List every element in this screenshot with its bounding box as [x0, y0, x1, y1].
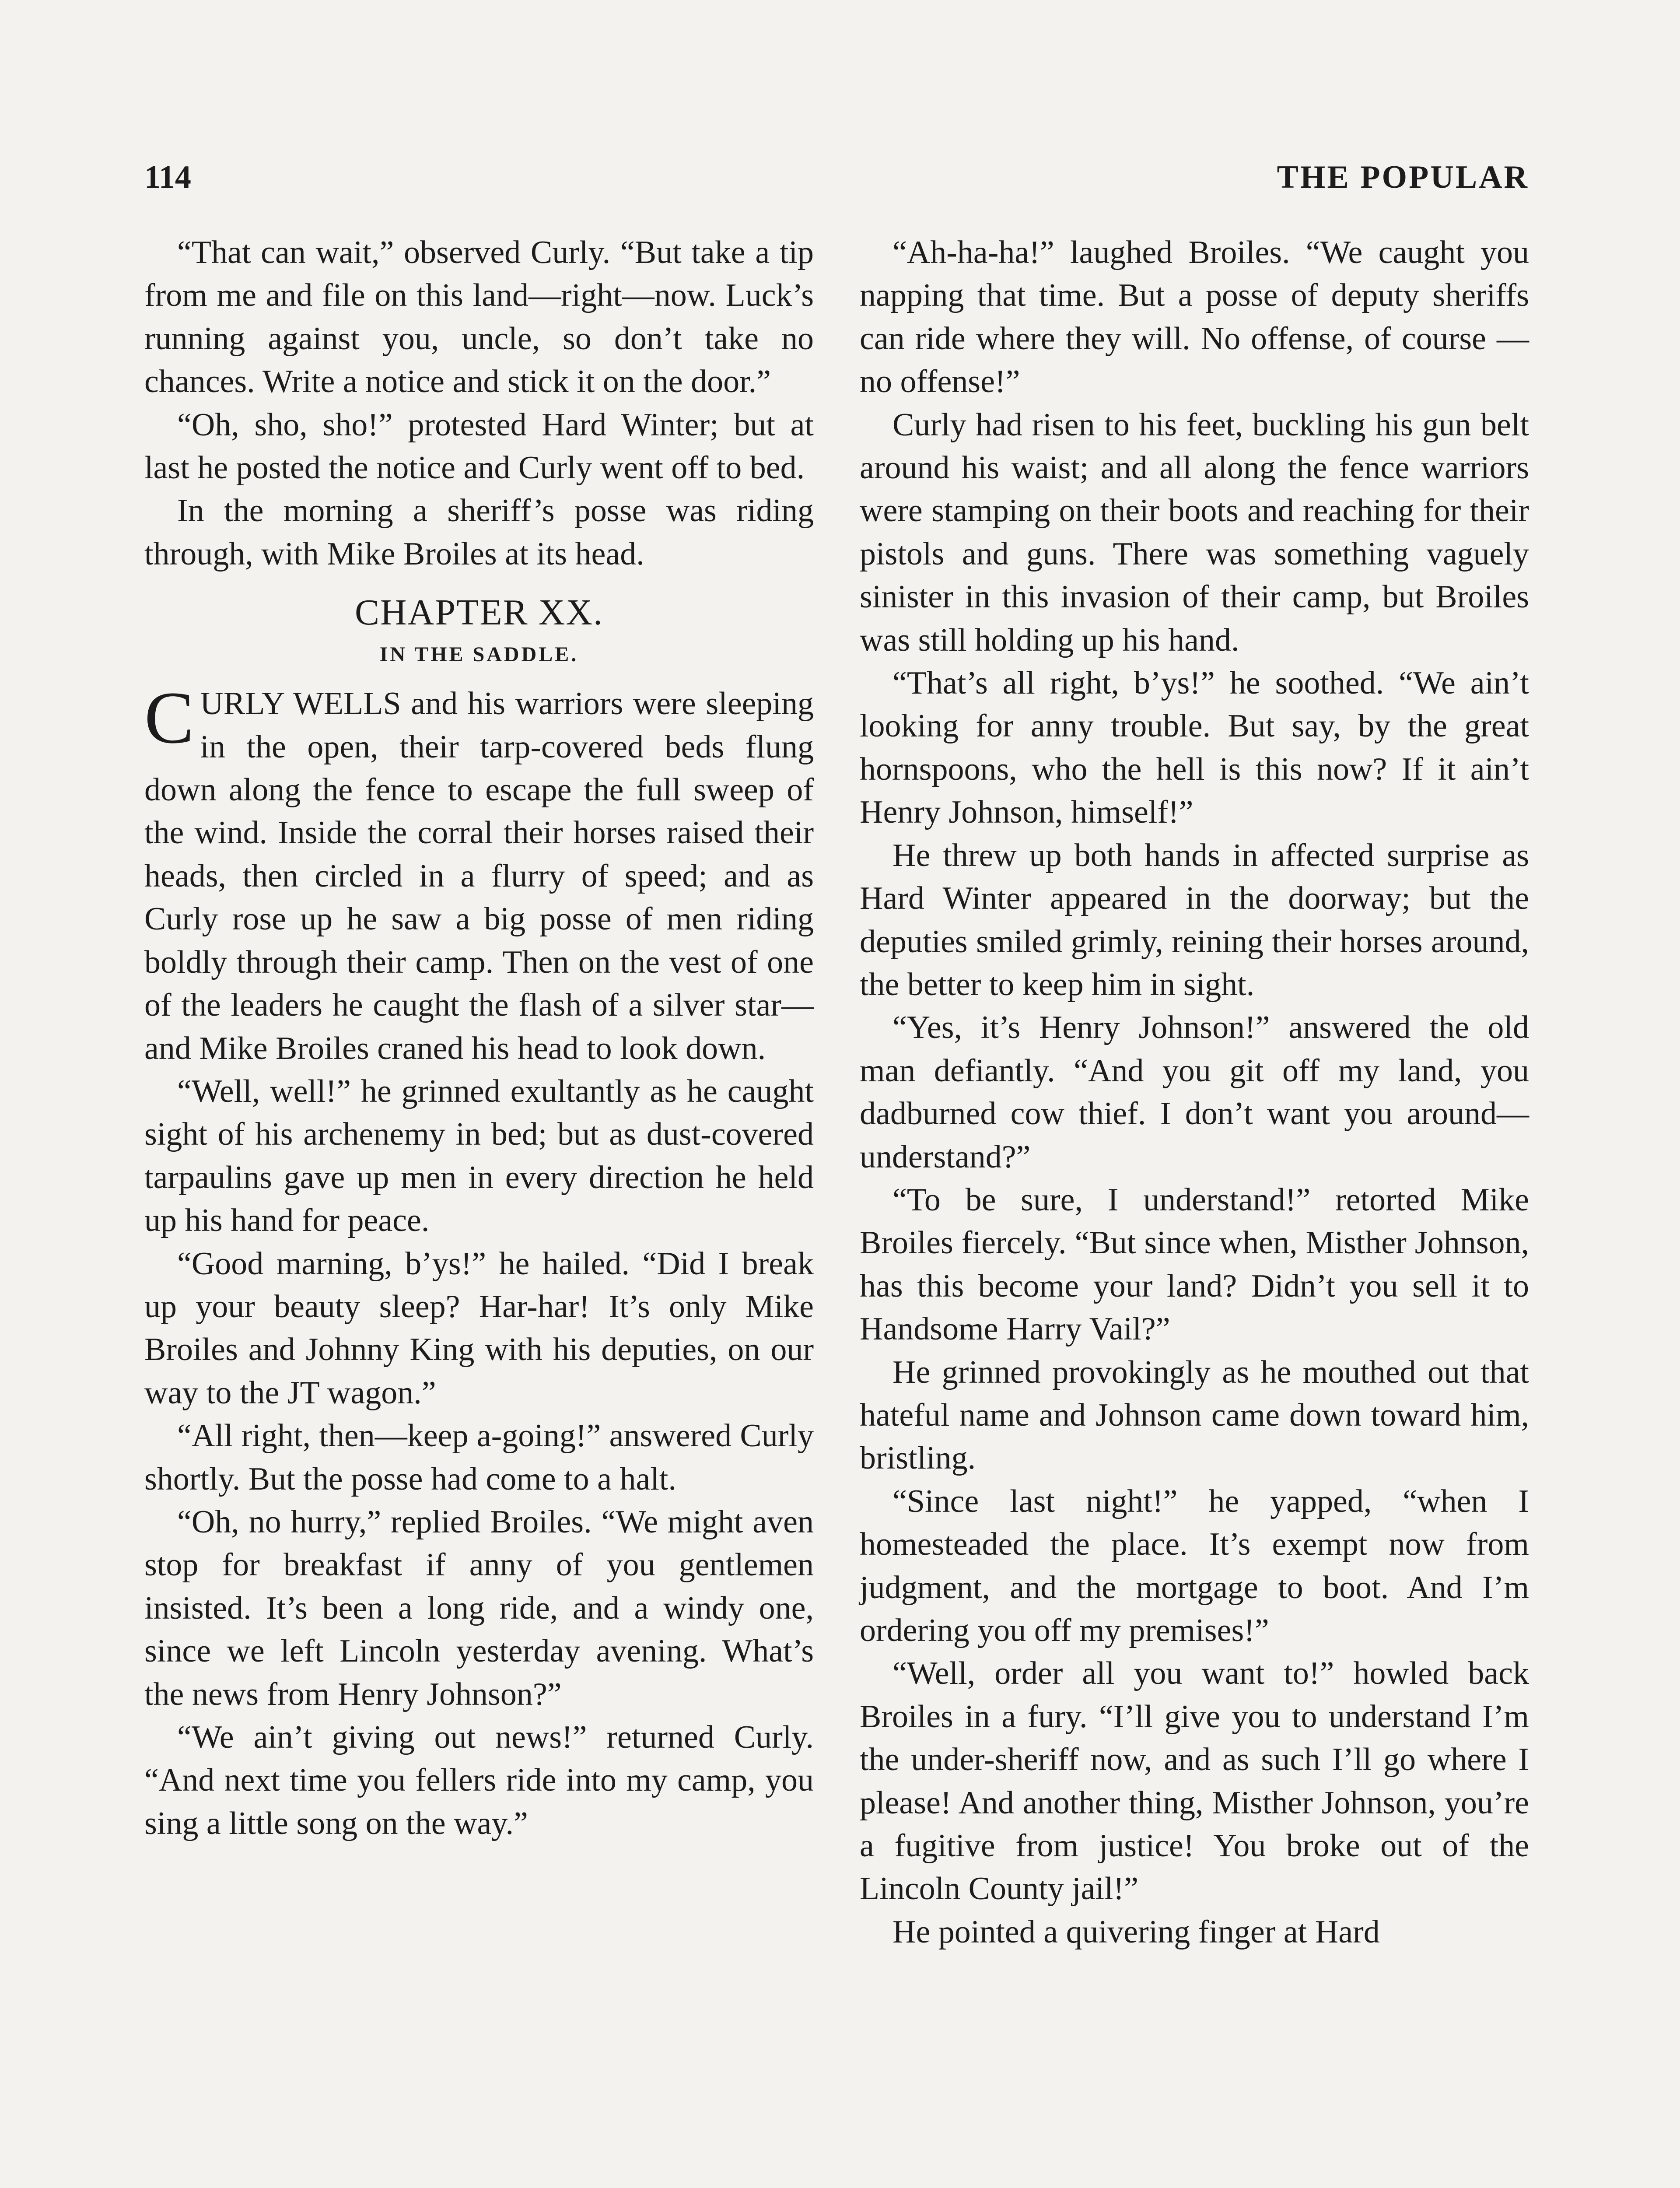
paragraph: “Yes, it’s Henry Johnson!” answered the old man defiantly. “And you git off my land, you dadburned cow thief. I don’t want you around—understand?” [860, 1010, 1529, 1175]
paragraph: “Oh, sho, sho!” protested Hard Winter; but at last he posted the notice and Curly went off to bed. [144, 407, 814, 486]
paragraph: “Oh, no hurry,” replied Broiles. “We might aven stop for breakfast if anny of you gentlemen insisted. It’s been a long ride, and a windy one, since we left Lincoln yesterday avening. What’s the news from Henry Johnson?” [144, 1504, 814, 1712]
page-number: 114 [144, 159, 191, 195]
paragraph: “To be sure, I understand!” retorted Mike Broiles fiercely. “But since when, Misther Johnson, has this become your land? Didn’t you sell it to Handsome Harry Vail?” [860, 1182, 1529, 1347]
paragraph: “Good marning, b’ys!” he hailed. “Did I break up your beauty sleep? Har-har! It’s only Mike Broiles and Johnny King with his deputies, on our way to the JT wagon.” [144, 1245, 814, 1411]
paragraph: “We ain’t giving out news!” returned Curly. “And next time you fellers ride into my camp, you sing a little song on the way.” [144, 1719, 814, 1841]
left-column [144, 231, 814, 1845]
chapter-subtitle: IN THE SADDLE. [379, 643, 579, 666]
paragraph: “All right, then—keep a-going!” answered Curly shortly. But the posse had come to a halt. [144, 1418, 814, 1497]
paragraph: “That’s all right, b’ys!” he soothed. “We ain’t looking for anny trouble. But say, by the great hornspoons, who the hell is this now? If it ain’t Henry Johnson, himself!” [860, 665, 1529, 831]
paragraph: Curly had risen to his feet, buckling his gun belt around his waist; and all along the fence warriors were stamping on their boots and reaching for their pistols and guns. There was something vaguely sinister in this invasion of their camp, but Broiles was still holding up his hand. [860, 407, 1529, 658]
chapter-heading: CHAPTER XX. [354, 592, 604, 633]
chapter-opening-paragraph [144, 677, 814, 1070]
paragraph: “Well, order all you want to!” howled back Broiles in a fury. “I’ll give you to understand I’m the under-sheriff now, and as such I’ll go where I please! And another thing, Misther Johnson, you’re a fugitive from justice! You broke out of the Lincoln County jail!” [860, 1655, 1529, 1907]
right-column [860, 231, 1529, 1953]
page-header [144, 158, 1529, 197]
paragraph: “Ah-ha-ha!” laughed Broiles. “We caught you napping that time. But a posse of deputy sheriffs can ride where they will. No offense, of course —no offense!” [860, 235, 1529, 400]
paragraph: He threw up both hands in affected surprise as Hard Winter appeared in the doorway; but the deputies smiled grimly, reining their horses around, the better to keep him in sight. [860, 837, 1529, 1003]
paragraph: “That can wait,” observed Curly. “But take a tip from me and file on this land—right—now. Luck’s running against you, uncle, so don’t take no chances. Write a notice and stick it on the door.” [144, 235, 814, 400]
paragraph: “Since last night!” he yapped, “when I homesteaded the place. It’s exempt now from judgment, and the mortgage to boot. And I’m ordering you off my premises!” [860, 1483, 1529, 1648]
paragraph: “Well, well!” he grinned exultantly as he caught sight of his archenemy in bed; but as dust-covered tarpaulins gave up men in every direction he held up his hand for peace. [144, 1073, 814, 1239]
paragraph: He grinned provokingly as he mouthed out that hateful name and Johnson came down toward him, bristling. [860, 1354, 1529, 1476]
paragraph: In the morning a sheriff’s posse was riding through, with Mike Broiles at its head. [144, 493, 814, 572]
running-title: THE POPULAR [1277, 159, 1529, 195]
paragraph: He pointed a quivering finger at Hard [892, 1914, 1380, 1950]
drop-cap: C [144, 677, 194, 759]
chapter-opening-text: URLY WELLS and his warriors were sleeping in the open, their tarp-covered beds flung down along the fence to escape the full sweep of the wind. Inside the corral their horses raised their heads, then circled in a flurry of speed; and as Curly rose up he saw a big posse of men riding boldly through their camp. Then on the vest of one of the leaders he caught the flash of a silver star—and Mike Broiles craned his head to look down. [144, 686, 814, 1066]
